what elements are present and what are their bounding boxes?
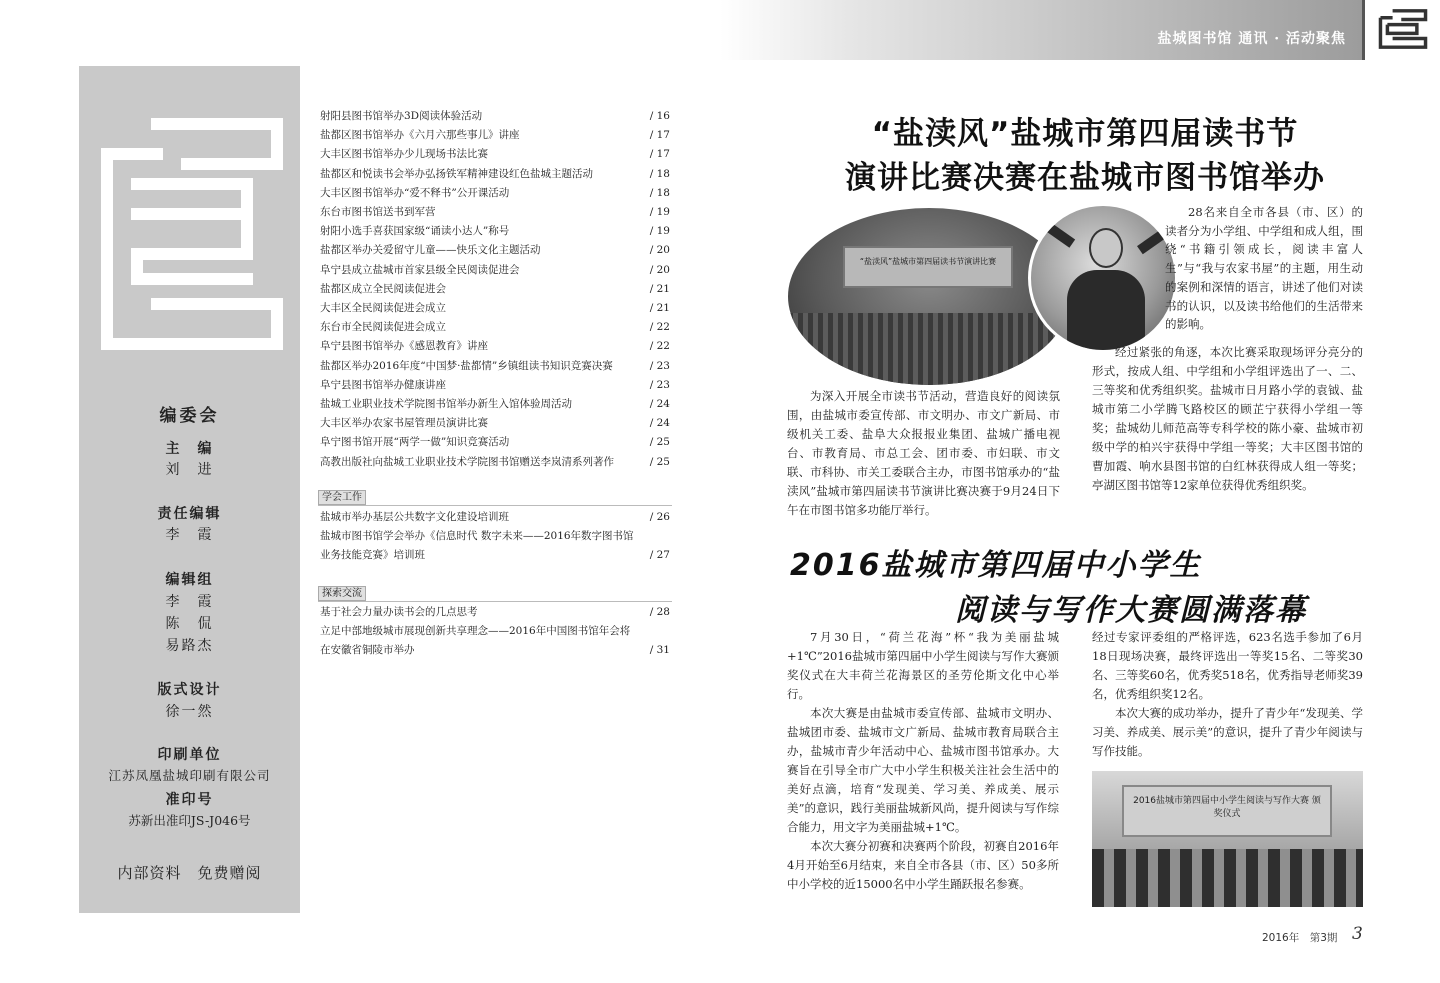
toc-entry-title: 大丰区图书馆举办少儿现场书法比赛 <box>320 148 488 161</box>
distribution-note: 内部资料 免费赠阅 <box>117 864 262 882</box>
toc-entry-page: / 27 <box>649 549 670 561</box>
page-number: 3 <box>1352 924 1363 944</box>
toc-entry[interactable] <box>320 641 672 660</box>
toc-entry[interactable] <box>320 165 672 184</box>
toc-entry[interactable] <box>320 184 672 203</box>
article1-title-line1: “盐渎风”盐城市第四届读书节 <box>871 116 1299 152</box>
editorial-group-member: 易路杰 <box>165 638 214 654</box>
printer-name: 江苏凤凰盐城印刷有限公司 <box>108 768 271 783</box>
award-ceremony-photo <box>1092 771 1363 907</box>
toc-entry[interactable] <box>320 453 672 472</box>
toc-entry-page: / 23 <box>649 359 670 372</box>
toc-entry-page: / 28 <box>649 606 670 618</box>
toc-entry-title: 业务技能竞赛》培训班 <box>320 549 425 561</box>
article1-text-right: 经过紧张的角逐，本次比赛采取现场评分亮分的形式，按成人组、中学组和小学组评选出了一、二、三等奖和优秀组织奖。盐城市日月路小学的袁钺、盐城市第二小学腾飞路校区的顾芷宁获得小学组一等奖；盐城幼儿师范高等专科学校的陈小豪、盐城市初级中学的柏兴宇获得中学组一等奖；大丰区图书馆的曹加霞、响水县图书馆的白红林获得成人组一等奖；亭湖区图书馆等12家单位获得优秀组织奖。 <box>1092 345 1363 492</box>
article2-text-left: 7月30日，“荷兰花海”杯“我为美丽盐城+1℃”2016盐城市第四届中小学生阅读与写作大赛颁奖仪式在大丰荷兰花海景区的圣劳伦斯文化中心举行。 本次大赛是由盐城市委宣传部、盐城市文明办、盐城团市委、盐城市文广新局、盐城市教育局联合主办，盐城市青少年活动中心、盐城市图书馆承办。大赛旨在引导全市广大中小学生积极关注社会生活中的美好点滴，培育“发现美、学习美、养成美、展示美”的意识，践行美丽盐城新风尚，提升阅读与写作综合能力，用文字为美丽盐城+1℃。 本次大赛分初赛和决赛两个阶段，初赛自2016年4月开始至6月结束，来自全市各县（市、区）50多所中小学校的近15000名中小学生踊跃报名参赛。 <box>787 630 1059 891</box>
toc-entry[interactable] <box>320 222 672 241</box>
toc-entry[interactable] <box>320 357 672 376</box>
article1-text-left: 为深入开展全市读书节活动，营造良好的阅读氛围，由盐城市委宣传部、市文明办、市文广新局、市级机关工委、盐阜大众报报业集团、盐城广播电视台、市教育局、市总工会、团市委、市妇联、市文联、市科协、市关工委联合主办，市图书馆承办的“盐渎风”盐城市第四届读书节演讲比赛决赛于9月24日下午在市图书馆多功能厅举行。 <box>787 389 1060 517</box>
issue-label: 2016年 第3期 <box>1262 932 1338 944</box>
chief-editor-name: 刘 进 <box>165 462 214 478</box>
toc-entry[interactable] <box>320 337 672 356</box>
toc-entry-page: / 19 <box>649 206 670 218</box>
toc-entry[interactable] <box>320 126 672 145</box>
toc-entry-title: 大丰区举办农家书屋管理员演讲比赛 <box>320 417 488 430</box>
toc-entry-page: / 19 <box>649 225 670 238</box>
chief-editor-label: 主 编 <box>165 441 214 457</box>
toc-entry-title: 盐都区和悦读书会举办弘扬铁军精神建设红色盐城主题活动 <box>320 167 593 180</box>
toc-entry-page: / 22 <box>649 340 670 353</box>
permit-label: 准印号 <box>165 792 214 808</box>
article2-title-line1: 2016盐城市第四届中小学生 <box>790 548 1202 583</box>
editorial-group-label: 编辑组 <box>165 572 214 588</box>
toc-entry[interactable] <box>320 318 672 337</box>
article2-text-right: 经过专家评委组的严格评选，623名选手参加了6月18日现场决赛，最终评选出一等奖15名、二等奖30名、三等奖60名，优秀奖518名，优秀指导老师奖39名，优秀组织奖12名。 本次大赛的成功举办，提升了青少年“发现美、学习美、养成美、展示美”的意识，提升了青少年阅读与写作技能。 <box>1092 630 1363 758</box>
responsible-editor-label: 责任编辑 <box>157 506 222 522</box>
toc-entry-page: / 31 <box>649 644 670 656</box>
toc-entry-page: / 18 <box>649 167 670 180</box>
toc-entry-title: 阜宁图书馆开展“两学一做”知识竞赛活动 <box>320 436 510 449</box>
speaker-photo <box>1028 203 1178 353</box>
library-logo-icon <box>97 114 284 354</box>
toc-entry-title: 射阳小选手喜获国家级“诵读小达人”称号 <box>320 225 510 238</box>
printer-label: 印刷单位 <box>157 747 222 763</box>
speaker-head <box>1089 228 1123 268</box>
library-logo-icon <box>1377 6 1429 52</box>
article1-text-right-top: 28名来自全市各县（市、区）的读者分为小学组、中学组和成人组，围绕“书籍引领成长，阅读丰富人生”与“我与农家书屋”的主题，用生动的案例和深情的语言，讲述了他们对读书的认识，以及读书给他们的生活带来的影响。 <box>1165 205 1363 332</box>
toc-entry-page: / 21 <box>649 282 670 295</box>
ceremony-banner-text: 2016盐城市第四届中小学生阅读与写作大赛 颁奖仪式 <box>1133 796 1321 819</box>
toc-entry-title: 盐都区图书馆举办《六月六那些事儿》讲座 <box>320 129 520 142</box>
toc-entry-page: / 25 <box>649 455 670 468</box>
stage-banner-text: “盐渎风”盐城市第四届读书节演讲比赛 <box>859 257 997 266</box>
toc-entry-title: 东台市图书馆送书到军营 <box>320 206 436 218</box>
toc-entry-title: 阜宁县图书馆举办《感恩教育》讲座 <box>320 340 488 353</box>
section-label-society: 学会工作 <box>318 490 366 505</box>
responsible-editor-name: 李 霞 <box>165 527 214 543</box>
designer-name: 徐一然 <box>165 704 214 720</box>
toc-entry[interactable] <box>320 261 672 280</box>
toc-entry[interactable] <box>320 433 672 452</box>
toc-entry-title: 盐都区举办2016年度“中国梦·盐都情”乡镇组读书知识竞赛决赛 <box>320 359 613 372</box>
section-divider <box>318 601 672 602</box>
credits-title: 编委会 <box>159 406 220 426</box>
toc-entry-title: 盐都区举办关爱留守儿童——快乐文化主题活动 <box>320 244 541 257</box>
corner-logo <box>1362 0 1440 60</box>
toc-entry-page: / 20 <box>649 263 670 276</box>
design-label: 版式设计 <box>157 682 222 698</box>
toc-entry[interactable] <box>320 395 672 414</box>
page-header-title: 盐城图书馆 通讯 · 活动聚焦 <box>1157 31 1346 47</box>
toc-entry[interactable] <box>320 414 672 433</box>
toc-entry-title: 盐都区成立全民阅读促进会 <box>320 282 446 295</box>
toc-entry[interactable] <box>320 508 672 527</box>
stage-screen <box>843 246 1013 288</box>
toc-entry-title: 盐城工业职业技术学院图书馆举办新生入馆体验周活动 <box>320 398 572 410</box>
toc-entry-page: / 16 <box>649 110 670 122</box>
speaker-body <box>1067 270 1145 353</box>
toc-entry[interactable] <box>320 107 672 126</box>
toc-entry-page: / 25 <box>649 436 670 449</box>
editorial-group-member: 陈 侃 <box>165 616 214 632</box>
award-winners-row <box>1092 849 1363 907</box>
editorial-sidebar <box>79 66 300 913</box>
toc-entry-page: / 23 <box>649 378 670 391</box>
toc-entry[interactable] <box>320 241 672 260</box>
toc-entry[interactable] <box>320 546 672 565</box>
audience-rows <box>788 313 1070 385</box>
section-label-exploration: 探索交流 <box>318 586 366 601</box>
toc-entry-page: / 17 <box>649 129 670 142</box>
toc-entry-title: 大丰区图书馆举办“爱不释书”公开课活动 <box>320 186 510 199</box>
toc-entry-title: 阜宁县成立盐城市首家县级全民阅读促进会 <box>320 263 520 276</box>
page-header-bar <box>720 0 1362 60</box>
toc-entry-page: / 24 <box>649 398 670 410</box>
editorial-group-member: 李 霞 <box>165 594 214 610</box>
toc-entry-page: / 17 <box>649 148 670 161</box>
toc-entry[interactable] <box>320 622 672 641</box>
section-divider <box>318 505 672 506</box>
toc-entry-title: 立足中部地级城市展现创新共享理念——2016年中国图书馆年会将 <box>320 625 631 637</box>
toc-entry-title: 东台市全民阅读促进会成立 <box>320 321 446 334</box>
toc-entry-title: 高教出版社向盐城工业职业技术学院图书馆赠送李岚清系列著作 <box>320 455 614 468</box>
toc-entry[interactable] <box>320 603 672 622</box>
toc-entry[interactable] <box>320 527 672 546</box>
toc-entry-page: / 21 <box>649 302 670 314</box>
toc-entry-title: 阜宁县图书馆举办健康讲座 <box>320 378 446 391</box>
toc-entry[interactable] <box>320 376 672 395</box>
speaker-arm-left <box>1045 222 1075 247</box>
toc-entry-page: / 18 <box>649 186 670 199</box>
toc-entry[interactable] <box>320 280 672 299</box>
article1-title-line2: 演讲比赛决赛在盐城市图书馆举办 <box>845 160 1325 196</box>
toc-entry-page: / 24 <box>649 417 670 430</box>
auditorium-photo <box>788 208 1070 385</box>
toc-entry-title: 大丰区全民阅读促进会成立 <box>320 302 446 314</box>
toc-entry-page: / 22 <box>649 321 670 334</box>
toc-entry[interactable] <box>320 145 672 164</box>
toc-entry-title: 盐城市图书馆学会举办《信息时代 数字未来——2016年数字图书馆 <box>320 530 634 542</box>
permit-number: 苏新出准印JS-J046号 <box>128 813 251 828</box>
article2-title-line2: 阅读与写作大赛圆满落幕 <box>955 593 1307 628</box>
toc-entry-page: / 20 <box>649 244 670 257</box>
toc-entry-title: 基于社会力量办读书会的几点思考 <box>320 606 478 618</box>
toc-entry-page: / 26 <box>649 511 670 523</box>
toc-entry-title: 射阳县图书馆举办3D阅读体验活动 <box>320 110 483 122</box>
toc-entry[interactable] <box>320 203 672 222</box>
toc-entry[interactable] <box>320 299 672 318</box>
toc-entry-title: 在安徽省铜陵市举办 <box>320 644 415 656</box>
toc-entry-title: 盐城市举办基层公共数字文化建设培训班 <box>320 511 509 523</box>
